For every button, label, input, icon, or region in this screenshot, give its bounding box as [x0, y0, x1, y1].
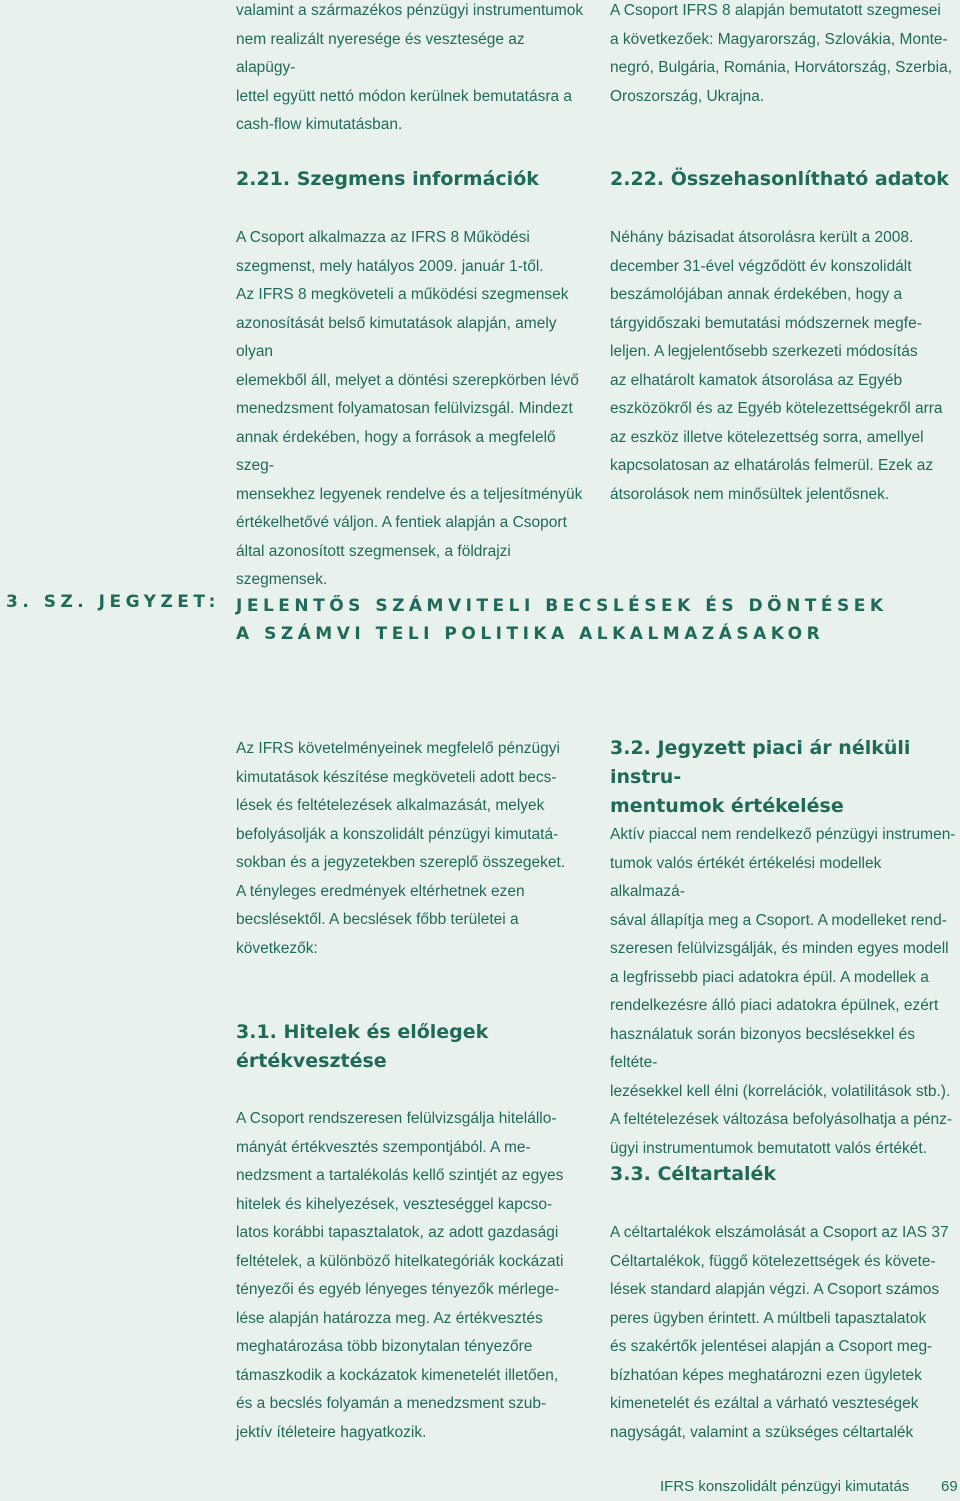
heading-3-1-line-1: 3.1. Hitelek és előlegek	[236, 1021, 489, 1043]
text-line: beszámolójában annak érdekében, hogy a	[610, 286, 903, 303]
text-line: elemekből áll, melyet a döntési szerepkörben lévő	[236, 371, 579, 389]
text-line: befolyásolják a konszolidált pénzügyi kimutatá-	[236, 825, 559, 843]
heading-2-21: 2.21. Szegmens információk	[236, 168, 539, 190]
text-line: a legfrissebb piaci adatokra épül. A modellek a	[610, 968, 929, 986]
section-2-21-lines	[236, 224, 586, 595]
top-left-lines	[236, 0, 586, 140]
text-line: feltételek, a különböző hitelkategóriák kockázati	[236, 1252, 564, 1270]
text-line: becslésektől. A becslések főbb területei a	[236, 911, 519, 928]
text-line: értékelhetővé váljon. A fentiek alapján a Csoport	[236, 514, 567, 531]
heading-3-1-line-2: értékvesztése	[236, 1050, 387, 1072]
text-line: kimenetelét és ezáltal a várható veszteségek	[610, 1395, 919, 1412]
intro-lines	[236, 735, 586, 963]
text-line: hitelek és kihelyezések, veszteséggel kapcso-	[236, 1195, 553, 1213]
text-line: A feltételezések változása befolyásolhatja a pénz-	[610, 1111, 953, 1128]
text-line: jektív ítéleteire hagyatkozik.	[236, 1423, 427, 1441]
section-3-1	[236, 1018, 586, 1076]
text-line: lések és feltételezések alkalmazását, melyek	[236, 797, 545, 814]
text-line: Céltartalékok, függő kötelezettségek és követe-	[610, 1252, 936, 1270]
text-line: A tényleges eredmények eltérhetnek ezen	[236, 882, 525, 900]
text-line: negró, Bulgária, Románia, Horvátország, Szerbia,	[610, 59, 953, 76]
text-line: meghatározása több bizonytalan tényezőre	[236, 1338, 533, 1355]
section-2-22-body	[610, 224, 960, 509]
note-title-line-1: JELENTŐS SZÁMVITELI BECSLÉSEK ÉS DÖNTÉSEK	[236, 596, 888, 616]
intro-paragraph	[236, 735, 586, 963]
text-line: A céltartalékok elszámolását a Csoport az IAS 37	[610, 1224, 949, 1241]
section-3-2	[610, 734, 955, 821]
text-line: nagyságát, valamint a szükséges céltartalék	[610, 1423, 914, 1441]
text-line: rendelkezésre álló piaci adatokra épülnek, ezért	[610, 997, 939, 1014]
text-line: eszközökről és az Egyéb kötelezettségekről arra	[610, 400, 943, 417]
text-line: Az IFRS 8 megköveteli a működési szegmensek	[236, 286, 569, 303]
text-line: Néhány bázisadat átsorolásra került a 2008.	[610, 229, 914, 246]
top-right-paragraph	[610, 0, 960, 111]
section-3-2-lines	[610, 821, 960, 1163]
text-line: lezésekkel kell élni (korrelációk, volatilitások stb.).	[610, 1082, 951, 1100]
text-line: A Csoport alkalmazza az IFRS 8 Működési	[236, 229, 530, 246]
text-line: szeresen felülvizsgálják, és minden egyes modell	[610, 940, 949, 957]
text-line: cash-flow kimutatásban.	[236, 116, 403, 133]
note-title-line-2: A SZÁMVI TELI POLITIKA ALKALMAZÁSAKOR	[236, 624, 825, 644]
section-3-2-body	[610, 821, 960, 1163]
text-line: sokban és a jegyzetekben szereplő összegeket.	[236, 854, 566, 871]
footer-title: IFRS konszolidált pénzügyi kimutatás	[660, 1478, 910, 1495]
text-line: leljen. A legjelentősebb szerkezeti módosítás	[610, 343, 918, 360]
top-right-lines	[610, 0, 960, 111]
text-line: átsorolások nem minősültek jelentősnek.	[610, 485, 890, 503]
text-line: annak érdekében, hogy a források a megfelelő szeg-	[236, 428, 556, 474]
text-line: lése alapján határozza meg. Az értékvesztés	[236, 1309, 543, 1327]
text-line: valamint a származékos pénzügyi instrumentumok	[236, 2, 584, 19]
text-line: A Csoport rendszeresen felülvizsgálja hitelállo-	[236, 1110, 557, 1127]
text-line: sával állapítja meg a Csoport. A modelleket rend-	[610, 911, 947, 929]
heading-3-2-line-1: 3.2. Jegyzett piaci ár nélküli instru-	[610, 737, 911, 788]
text-line: december 31-ével végződött év konszolidált	[610, 257, 912, 275]
section-2-21-body	[236, 224, 586, 595]
section-2-22-lines	[610, 224, 960, 509]
text-line: az elhatárolt kamatok átsorolása az Egyéb	[610, 371, 903, 389]
text-line: menedzsment folyamatosan felülvizsgál. Mindezt	[236, 400, 573, 417]
text-line: használatuk során bizonyos becslésekkel és feltéte-	[610, 1025, 916, 1071]
text-line: Aktív piaccal nem rendelkező pénzügyi instrumen-	[610, 826, 956, 843]
heading-2-22: 2.22. Összehasonlítható adatok	[610, 168, 949, 190]
text-line: következők:	[236, 939, 318, 957]
text-line: által azonosított szegmensek, a földrajzi szegmensek.	[236, 542, 511, 588]
text-line: a következőek: Magyarország, Szlovákia, Monte-	[610, 30, 948, 48]
text-line: tumok valós értékét értékelési modellek alkalmazá-	[610, 854, 882, 900]
text-line: bízhatóan képes meghatározni ezen ügyletek	[610, 1366, 922, 1384]
text-line: mensekhez legyenek rendelve és a teljesítményük	[236, 485, 583, 503]
heading-3-2-line-2: mentumok értékelése	[610, 795, 844, 817]
text-line: lettel együtt nettó módon kerülnek bemutatásra a	[236, 87, 573, 105]
text-line: nedzsment a tartalékolás kellő szintjét az egyes	[236, 1167, 564, 1184]
text-line: tényezői és egyéb lényeges tényezők mérlege-	[236, 1281, 560, 1298]
text-line: nem realizált nyeresége és vesztesége az alapügy-	[236, 30, 525, 76]
page-number: 69	[941, 1478, 958, 1495]
text-line: és a becslés folyamán a menedzsment szub-	[236, 1395, 547, 1412]
note-title	[236, 592, 888, 648]
text-line: kapcsolatosan az elhatárolás felmerül. Ezek az	[610, 457, 934, 474]
text-line: Az IFRS követelményeinek megfelelő pénzügyi	[236, 740, 560, 757]
text-line: kimutatások készítése megköveteli adott becs-	[236, 768, 557, 786]
text-line: támaszkodik a kockázatok kimenetelét illetően,	[236, 1366, 559, 1384]
text-line: azonosítását belső kimutatások alapján, amely olyan	[236, 314, 557, 360]
section-3-1-body	[236, 1105, 586, 1447]
heading-3-3: 3.3. Céltartalék	[610, 1163, 777, 1185]
section-3-3-body	[610, 1219, 960, 1447]
text-line: szegmenst, mely hatályos 2009. január 1-től.	[236, 257, 544, 275]
text-line: Oroszország, Ukrajna.	[610, 87, 765, 105]
section-3-1-lines	[236, 1105, 586, 1447]
top-left-paragraph	[236, 0, 586, 140]
note-label: 3. SZ. JEGYZET:	[6, 592, 220, 612]
text-line: latos korábbi tapasztalatok, az adott gazdasági	[236, 1224, 559, 1241]
text-line: A Csoport IFRS 8 alapján bemutatott szegmesei	[610, 2, 941, 19]
text-line: peres ügyben érintett. A múltbeli tapasztalatok	[610, 1309, 927, 1327]
text-line: az eszköz illetve kötelezettség sorra, amellyel	[610, 428, 924, 446]
text-line: ügyi instrumentumok bemutatott valós értékét.	[610, 1139, 928, 1157]
text-line: és szakértők jelentései alapján a Csoport meg-	[610, 1338, 933, 1355]
section-3-3-lines	[610, 1219, 960, 1447]
text-line: tárgyidőszaki bemutatási módszernek megfe-	[610, 314, 922, 332]
text-line: mányát értékvesztés szempontjából. A me-	[236, 1138, 531, 1156]
text-line: lések standard alapján végzi. A Csoport számos	[610, 1281, 940, 1298]
